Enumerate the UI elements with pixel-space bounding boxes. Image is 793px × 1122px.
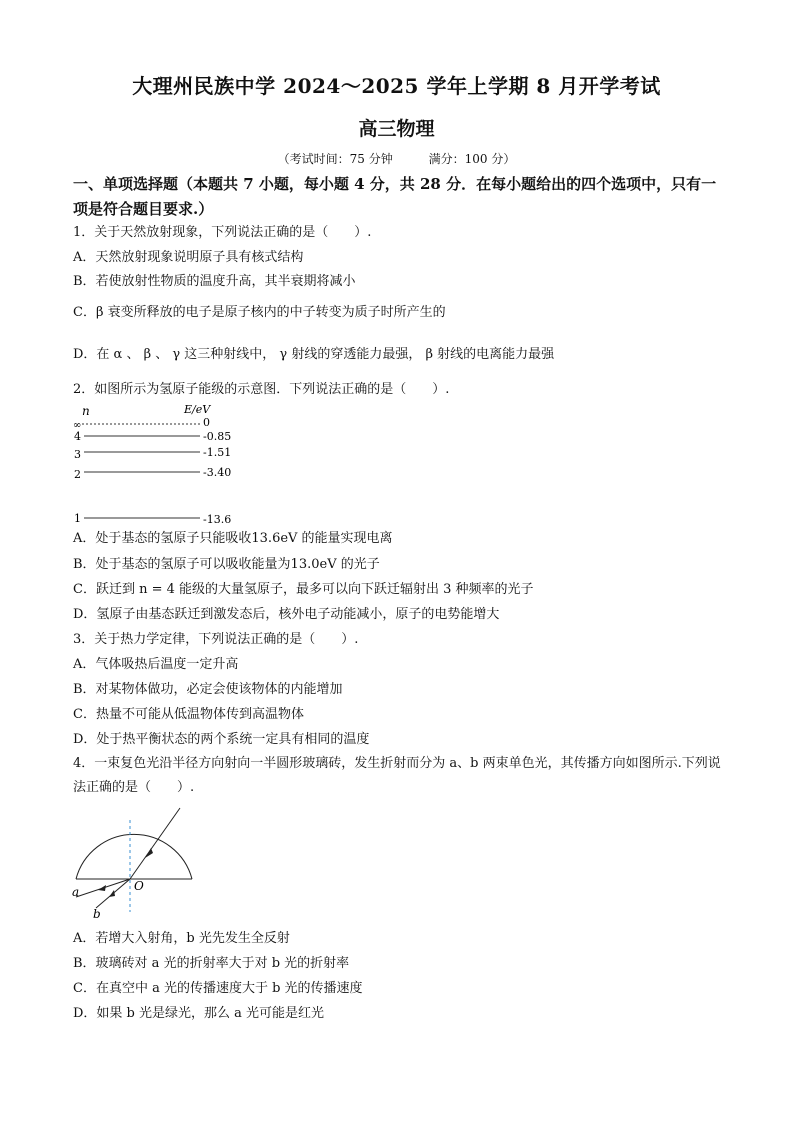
q4-option-c: C．在真空中 a 光的传播速度大于 b 光的传播速度 (73, 981, 363, 996)
ray-b-arrow-icon (109, 890, 115, 897)
q1-stem: 1．关于天然放射现象，下列说法正确的是（ ）. (73, 225, 372, 240)
q1-option-c: C．β 衰变所释放的电子是原子核内的中子转变为质子时所产生的 (73, 305, 446, 320)
q2-option-d: D．氢原子由基态跃迁到激发态后，核外电子动能减小，原子的电势能增大 (73, 607, 500, 622)
level-n-3: 3 (74, 448, 81, 461)
level-e-inf: 0 (203, 416, 210, 429)
q2-option-b: B．处于基态的氢原子可以吸收能量为13.0eV 的光子 (73, 557, 380, 572)
exam-info (0, 150, 793, 167)
incident-ray (130, 808, 180, 879)
exam-time: （考试时间：75 分钟 (277, 152, 393, 166)
q3-option-d: D．处于热平衡状态的两个系统一定具有相同的温度 (73, 732, 370, 747)
level-n-1: 1 (74, 512, 81, 525)
q4-option-a: A．若增大入射角，b 光先发生全反射 (73, 931, 290, 946)
q3-option-a: A．气体吸热后温度一定升高 (73, 657, 239, 672)
semicircle-arc (76, 834, 192, 879)
energy-level-diagram (70, 400, 250, 528)
q4-option-d: D．如果 b 光是绿光，那么 a 光可能是红光 (73, 1006, 325, 1021)
label-b: b (93, 907, 101, 920)
q4-option-b: B．玻璃砖对 a 光的折射率大于对 b 光的折射率 (73, 956, 350, 971)
q3-option-c: C．热量不可能从低温物体传到高温物体 (73, 707, 304, 722)
exam-full-score: 满分：100 分） (428, 152, 516, 166)
q4-stem: 4．一束复色光沿半径方向射向一半圆形玻璃砖，发生折射而分为 a、b 两束单色光，其传播方向如图所示.下列说法正确的是（ ）. (73, 756, 721, 795)
q3-stem: 3．关于热力学定律，下列说法正确的是（ ）. (73, 632, 359, 647)
n-axis-label: n (82, 404, 90, 418)
level-n-2: 2 (74, 468, 81, 481)
q3-option-b: B．对某物体做功，必定会使该物体的内能增加 (73, 682, 343, 697)
section-heading: 一、单项选择题（本题共 7 小题，每小题 4 分，共 28 分．在每小题给出的四个选项中，只有一项是符合题目要求.） (73, 175, 717, 218)
energy-axis-label: E/eV (184, 403, 211, 416)
q1-option-d: D．在 α 、 β 、 γ 这三种射线中， γ 射线的穿透能力最强， β 射线的电离能力最强 (73, 347, 555, 362)
exam-title: 大理州民族中学 2024～2025 学年上学期 8 月开学考试 (132, 74, 661, 98)
level-e-3: -1.51 (203, 446, 232, 459)
q2-stem: 2．如图所示为氢原子能级的示意图．下列说法正确的是（ ）. (73, 382, 450, 397)
level-n-4: 4 (74, 430, 81, 443)
level-e-2: -3.40 (203, 466, 232, 479)
semicircle-glass-diagram (68, 800, 208, 920)
q2-option-c: C．跃迁到 n = 4 能级的大量氢原子，最多可以向下跃迁辐射出 3 种频率的光子 (73, 582, 534, 597)
label-o: O (134, 879, 144, 893)
level-e-1: -13.6 (203, 513, 232, 526)
q1-option-b: B．若使放射性物质的温度升高，其半衰期将减小 (73, 274, 356, 289)
q2-option-a: A．处于基态的氢原子只能吸收13.6eV 的能量实现电离 (73, 531, 393, 546)
q1-option-a: A．天然放射现象说明原子具有核式结构 (73, 250, 304, 265)
label-a: a (72, 885, 80, 899)
level-n-inf: ∞ (73, 420, 82, 431)
ray-a-arrow-icon (98, 885, 106, 891)
level-e-4: -0.85 (203, 430, 232, 443)
incident-arrow-icon (145, 848, 153, 858)
exam-subject: 高三物理 (358, 118, 435, 140)
